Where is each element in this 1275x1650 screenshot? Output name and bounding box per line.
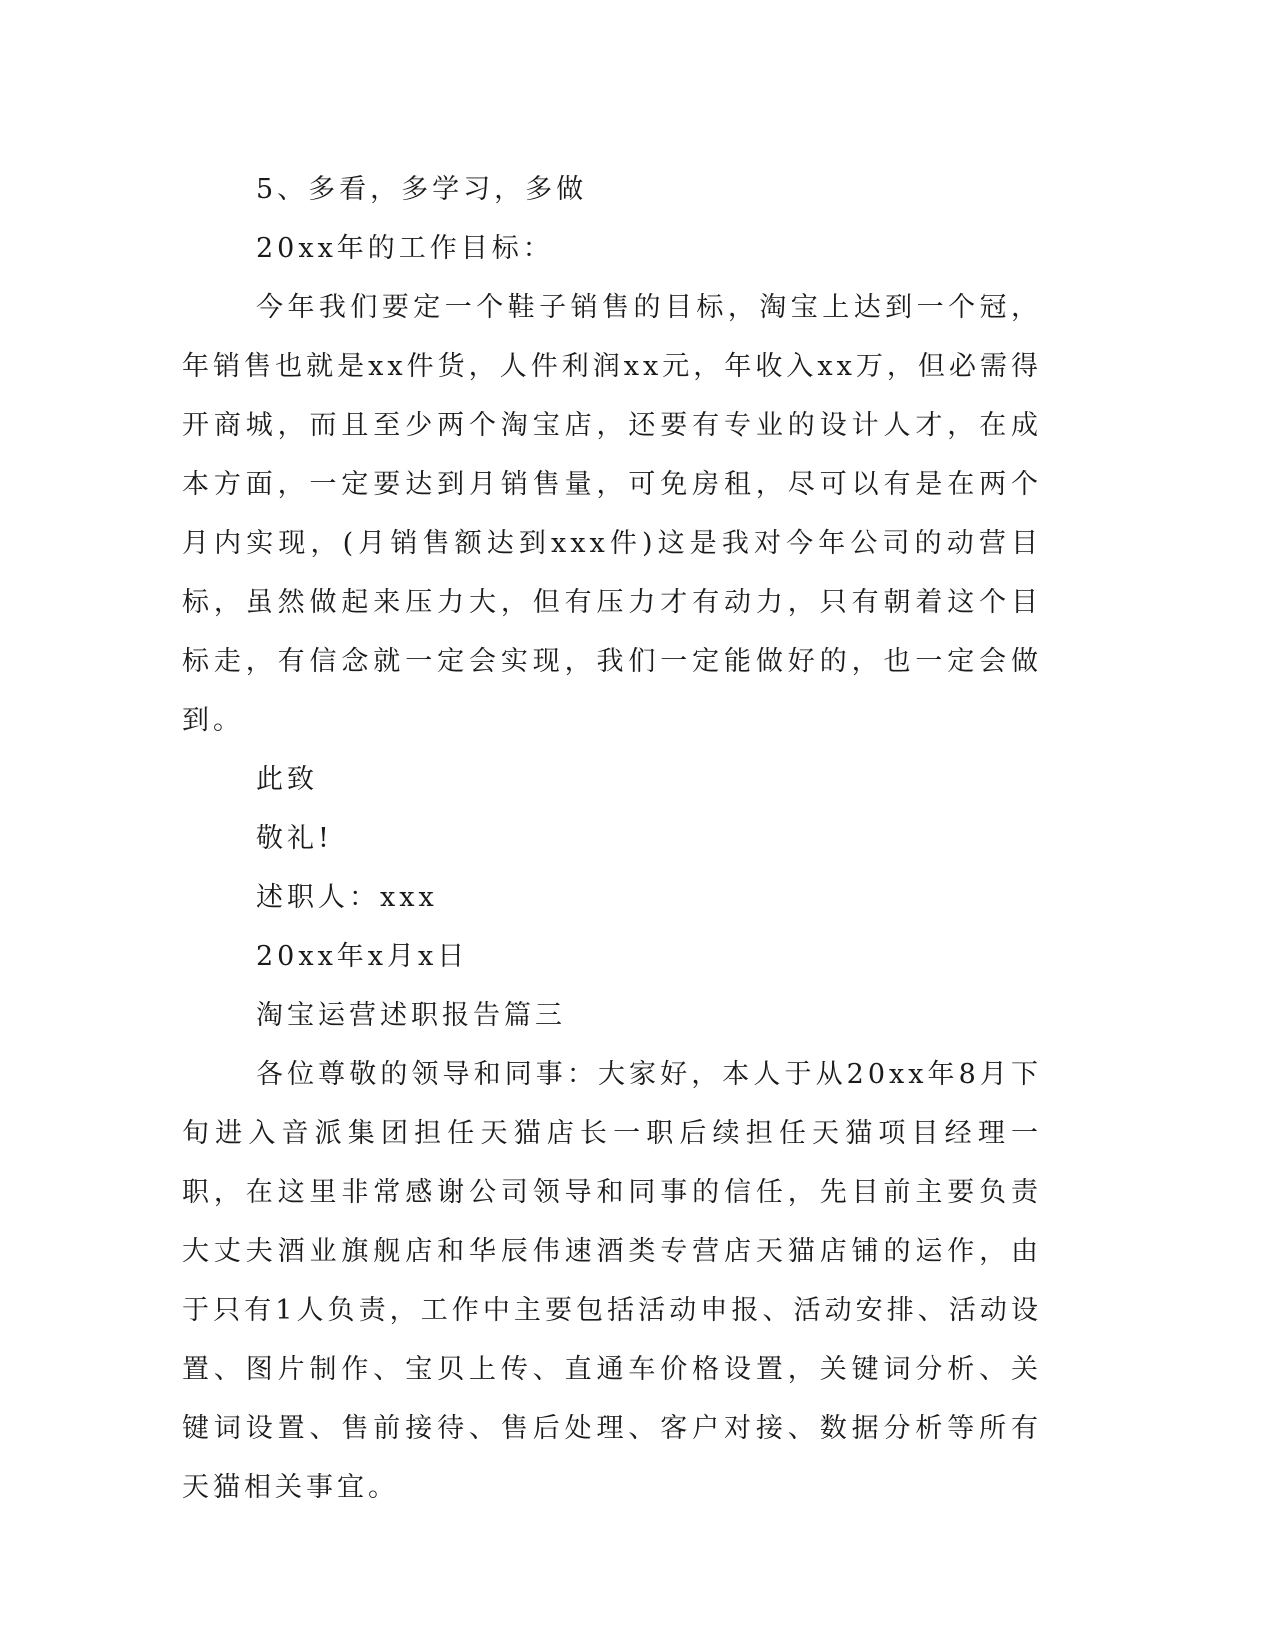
document-body (182, 160, 1042, 1517)
goals-paragraph: 今年我们要定一个鞋子销售的目标，淘宝上达到一个冠，年销售也就是xx件货，人件利润xx元，年收入xx万，但必需得开商城，而且至少两个淘宝店，还要有专业的设计人才，在成本方面，一定要达到月销售量，可免房租，尽可以有是在两个月内实现，(月销售额达到xxx件)这是我对今年公司的动营目标，虽然做起来压力大，但有压力才有动力，只有朝着这个目标走，有信念就一定会实现，我们一定能做好的，也一定会做到。 (182, 292, 1042, 736)
closing-salutation: 此致 (256, 764, 318, 795)
report-date: 20xx年x月x日 (256, 941, 469, 972)
section-title: 淘宝运营述职报告篇三 (256, 1000, 566, 1031)
signer: 述职人：xxx (256, 882, 438, 913)
goals-heading: 20xx年的工作目标： (256, 233, 554, 264)
list-item-5: 5、多看，多学习，多做 (256, 174, 588, 205)
closing-regards: 敬礼! (256, 823, 333, 854)
intro-paragraph: 各位尊敬的领导和同事：大家好，本人于从20xx年8月下旬进入音派集团担任天猫店长一职后续担任天猫项目经理一职，在这里非常感谢公司领导和同事的信任，先目前主要负责大丈夫酒业旗舰店和华辰伟速酒类专营店天猫店铺的运作，由于只有1人负责，工作中主要包括活动申报、活动安排、活动设置、图片制作、宝贝上传、直通车价格设置，关键词分析、关键词设置、售前接待、售后处理、客户对接、数据分析等所有天猫相关事宜。 (182, 1059, 1042, 1503)
